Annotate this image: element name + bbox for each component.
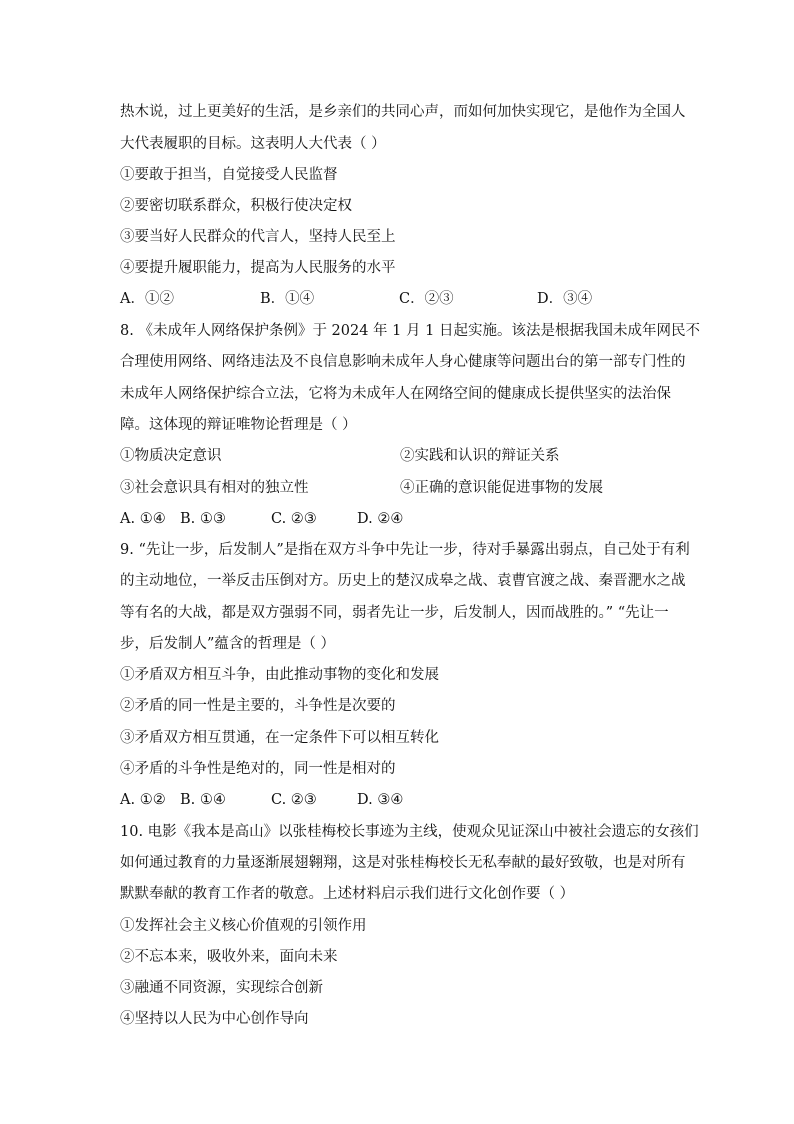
q10-statement-1: ①发挥社会主义核心价值观的引领作用 <box>120 918 367 934</box>
q8-option-d: D. ②④ <box>357 511 404 527</box>
q8-statement-3: ③社会意识具有相对的独立性 <box>120 480 309 496</box>
q9-statement-4: ④矛盾的斗争性是绝对的，同一性是相对的 <box>120 761 396 777</box>
q9-stem-line-4: 步，后发制人”蕴含的哲理是（ ） <box>120 636 336 652</box>
q7-stem-line-2: 大代表履职的目标。这表明人大代表（ ） <box>120 136 386 152</box>
q9-statement-3: ③矛盾双方相互贯通，在一定条件下可以相互转化 <box>120 730 439 746</box>
q10-stem-line-3: 默默奉献的教育工作者的敬意。上述材料启示我们进行文化创作要（ ） <box>120 886 575 902</box>
q8-stem-line-2: 合理使用网络、网络违法及不良信息影响未成年人身心健康等问题出台的第一部专门性的 <box>120 354 686 370</box>
q9-stem-line-2: 的主动地位，一举反击压倒对方。历史上的楚汉成皋之战、袁曹官渡之战、秦晋淝水之战 <box>120 573 686 589</box>
q8-stem-line-1: 8. 《未成年人网络保护条例》于 2024 年 1 月 1 日起实施。该法是根据我国未成年网民不 <box>120 323 700 339</box>
q7-options <box>120 290 680 308</box>
q7-stem-line-1: 热木说，过上更美好的生活，是乡亲们的共同心声，而如何加快实现它，是他作为全国人 <box>120 104 686 120</box>
q9-option-d: D. ③④ <box>357 792 404 808</box>
q9-option-a: A. ①② <box>120 792 166 808</box>
q8-option-c: C. ②③ <box>271 511 317 527</box>
q7-statement-3: ③要当好人民群众的代言人，坚持人民至上 <box>120 229 396 245</box>
q7-option-b: B．①④ <box>260 291 315 307</box>
q10-stem-line-2: 如何通过教育的力量逐渐展翅翱翔，这是对张桂梅校长无私奉献的最好致敬，也是对所有 <box>120 855 686 871</box>
q9-option-c: C. ②③ <box>271 792 317 808</box>
q7-option-c: C．②③ <box>399 291 454 307</box>
q10-statement-2: ②不忘本来，吸收外来，面向未来 <box>120 949 338 965</box>
q9-option-b: B. ①④ <box>180 792 226 808</box>
q10-stem-line-1: 10. 电影《我本是高山》以张桂梅校长事迹为主线，使观众见证深山中被社会遗忘的女孩们 <box>120 824 699 840</box>
q7-statement-2: ②要密切联系群众，积极行使决定权 <box>120 198 352 214</box>
q8-option-a: A. ①④ <box>120 511 166 527</box>
q9-statement-2: ②矛盾的同一性是主要的，斗争性是次要的 <box>120 698 396 714</box>
q7-statement-4: ④要提升履职能力，提高为人民服务的水平 <box>120 260 396 276</box>
q10-statement-4: ④坚持以人民为中心创作导向 <box>120 1011 309 1027</box>
q8-option-b: B. ①③ <box>180 511 226 527</box>
q8-statement-row-2 <box>120 479 680 497</box>
q9-statement-1: ①矛盾双方相互斗争，由此推动事物的变化和发展 <box>120 667 439 683</box>
q8-statement-1: ①物质决定意识 <box>120 448 222 464</box>
q8-statement-row-1 <box>120 447 680 465</box>
q9-stem-line-3: 等有名的大战，都是双方强弱不同，弱者先让一步，后发制人，因而战胜的。” “先让一 <box>120 605 669 621</box>
q8-statement-4: ④正确的意识能促进事物的发展 <box>400 480 603 496</box>
q8-options <box>120 510 680 528</box>
q8-stem-line-4: 障。这体现的辩证唯物论哲理是（ ） <box>120 417 357 433</box>
q9-stem-line-1: 9. “先让一步，后发制人”是指在双方斗争中先让一步，待对手暴露出弱点，自己处于有利 <box>120 542 690 558</box>
q8-stem-line-3: 未成年人网络保护综合立法，它将为未成年人在网络空间的健康成长提供坚实的法治保 <box>120 386 671 402</box>
q8-statement-2: ②实践和认识的辩证关系 <box>400 448 560 464</box>
q10-statement-3: ③融通不同资源，实现综合创新 <box>120 980 323 996</box>
q7-option-a: A．①② <box>120 291 174 307</box>
q7-statement-1: ①要敢于担当，自觉接受人民监督 <box>120 167 338 183</box>
q7-option-d: D．③④ <box>537 291 593 307</box>
q9-options <box>120 791 680 809</box>
